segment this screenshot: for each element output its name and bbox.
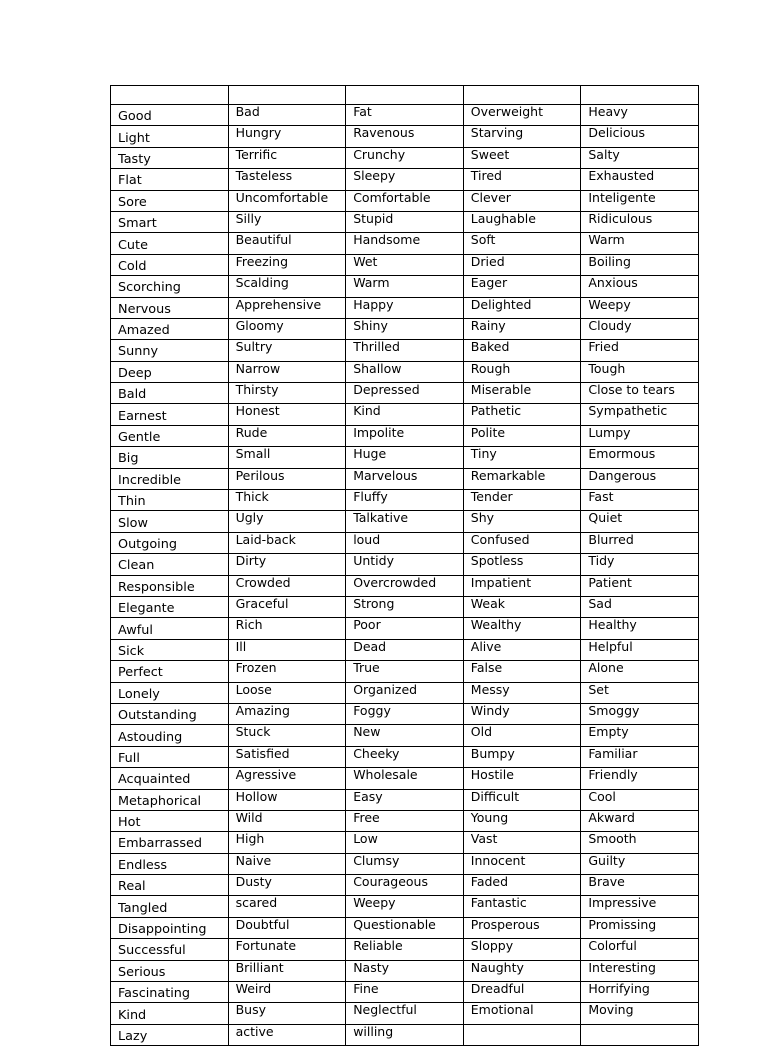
table-cell: Polite — [463, 425, 581, 446]
table-row — [111, 447, 699, 468]
table-cell: Loose — [228, 682, 346, 703]
table-cell: Fantastic — [463, 896, 581, 917]
table-cell: Guilty — [581, 853, 699, 874]
table-cell: Huge — [346, 447, 464, 468]
table-cell: Vast — [463, 832, 581, 853]
table-cell: Hot — [111, 810, 229, 831]
table-cell: Low — [346, 832, 464, 853]
table-cell: Clever — [463, 190, 581, 211]
table-cell: Responsible — [111, 575, 229, 596]
table-cell: Ravenous — [346, 126, 464, 147]
table-body — [111, 86, 699, 1046]
table-cell: Crowded — [228, 575, 346, 596]
table-row — [111, 939, 699, 960]
table-cell: Deep — [111, 361, 229, 382]
table-cell: Sore — [111, 190, 229, 211]
table-cell: Sympathetic — [581, 404, 699, 425]
table-cell: scared — [228, 896, 346, 917]
table-cell: Confused — [463, 532, 581, 553]
table-cell: Tired — [463, 169, 581, 190]
table-cell: Amazed — [111, 318, 229, 339]
table-cell: Rich — [228, 618, 346, 639]
table-cell: Bad — [228, 105, 346, 126]
table-row — [111, 105, 699, 126]
table-cell: Overcrowded — [346, 575, 464, 596]
table-row — [111, 575, 699, 596]
table-cell: Fried — [581, 340, 699, 361]
table-cell: Anxious — [581, 276, 699, 297]
table-cell: Fine — [346, 982, 464, 1003]
table-cell: Slow — [111, 511, 229, 532]
table-cell: Gentle — [111, 425, 229, 446]
table-cell: Satisfied — [228, 746, 346, 767]
table-cell: Thrilled — [346, 340, 464, 361]
table-cell: Bald — [111, 383, 229, 404]
table-cell: Agressive — [228, 768, 346, 789]
table-cell: Salty — [581, 147, 699, 168]
header-cell — [228, 86, 346, 105]
table-cell: Marvelous — [346, 468, 464, 489]
table-cell: Tough — [581, 361, 699, 382]
table-cell: Comfortable — [346, 190, 464, 211]
table-row — [111, 853, 699, 874]
header-cell — [581, 86, 699, 105]
table-cell: Lumpy — [581, 425, 699, 446]
table-row — [111, 768, 699, 789]
table-cell: Warm — [581, 233, 699, 254]
table-cell: Successful — [111, 939, 229, 960]
table-cell: Sloppy — [463, 939, 581, 960]
table-cell: Cold — [111, 254, 229, 275]
table-cell: Tender — [463, 490, 581, 511]
table-cell: Acquainted — [111, 768, 229, 789]
table-cell: Beautiful — [228, 233, 346, 254]
table-row — [111, 746, 699, 767]
table-row — [111, 211, 699, 232]
table-row — [111, 703, 699, 724]
table-row — [111, 404, 699, 425]
table-cell: Set — [581, 682, 699, 703]
table-cell: Scalding — [228, 276, 346, 297]
table-row — [111, 896, 699, 917]
table-cell: Fast — [581, 490, 699, 511]
table-cell: Emotional — [463, 1003, 581, 1024]
table-row — [111, 425, 699, 446]
table-cell: Pathetic — [463, 404, 581, 425]
table-cell: Silly — [228, 211, 346, 232]
table-row — [111, 554, 699, 575]
table-cell: Ill — [228, 639, 346, 660]
table-cell: Interesting — [581, 960, 699, 981]
table-cell: active — [228, 1024, 346, 1045]
table-cell: Stuck — [228, 725, 346, 746]
table-row — [111, 147, 699, 168]
table-row — [111, 169, 699, 190]
table-row — [111, 832, 699, 853]
table-cell: Foggy — [346, 703, 464, 724]
table-row — [111, 1003, 699, 1024]
table-cell: Laid-back — [228, 532, 346, 553]
table-cell: Alone — [581, 661, 699, 682]
table-cell: Easy — [346, 789, 464, 810]
table-cell: Eager — [463, 276, 581, 297]
table-cell: Healthy — [581, 618, 699, 639]
table-cell: Soft — [463, 233, 581, 254]
table-cell: Tangled — [111, 896, 229, 917]
table-cell: Reliable — [346, 939, 464, 960]
table-cell: Dreadful — [463, 982, 581, 1003]
table-cell: Tasteless — [228, 169, 346, 190]
table-cell: Dried — [463, 254, 581, 275]
table-cell: loud — [346, 532, 464, 553]
table-cell: Apprehensive — [228, 297, 346, 318]
table-cell: Metaphorical — [111, 789, 229, 810]
table-cell: Tasty — [111, 147, 229, 168]
table-cell: Thirsty — [228, 383, 346, 404]
table-row — [111, 511, 699, 532]
table-cell: New — [346, 725, 464, 746]
table-row — [111, 361, 699, 382]
table-cell: Naughty — [463, 960, 581, 981]
table-row — [111, 875, 699, 896]
table-cell: Narrow — [228, 361, 346, 382]
table-cell: Wealthy — [463, 618, 581, 639]
table-cell: Neglectful — [346, 1003, 464, 1024]
table-cell: Patient — [581, 575, 699, 596]
table-cell: Doubtful — [228, 917, 346, 938]
table-cell: Scorching — [111, 276, 229, 297]
table-cell: Baked — [463, 340, 581, 361]
table-cell: Earnest — [111, 404, 229, 425]
table-cell: Ridiculous — [581, 211, 699, 232]
table-row — [111, 682, 699, 703]
table-cell: Warm — [346, 276, 464, 297]
table-cell: Crunchy — [346, 147, 464, 168]
table-cell: Helpful — [581, 639, 699, 660]
table-cell: Naive — [228, 853, 346, 874]
table-cell: Smoggy — [581, 703, 699, 724]
table-cell: Sick — [111, 639, 229, 660]
table-row — [111, 340, 699, 361]
table-header-row — [111, 86, 699, 105]
table-cell: Frozen — [228, 661, 346, 682]
table-cell — [581, 1024, 699, 1045]
table-cell: Close to tears — [581, 383, 699, 404]
table-cell: Incredible — [111, 468, 229, 489]
table-cell: Colorful — [581, 939, 699, 960]
table-cell: Weepy — [346, 896, 464, 917]
table-cell: Wild — [228, 810, 346, 831]
table-cell: Old — [463, 725, 581, 746]
table-row — [111, 810, 699, 831]
table-row — [111, 1024, 699, 1045]
table-cell: Spotless — [463, 554, 581, 575]
table-cell: Hollow — [228, 789, 346, 810]
table-cell: Tidy — [581, 554, 699, 575]
table-cell: Amazing — [228, 703, 346, 724]
table-cell: Poor — [346, 618, 464, 639]
table-cell: Wet — [346, 254, 464, 275]
table-cell: Real — [111, 875, 229, 896]
table-cell: Sleepy — [346, 169, 464, 190]
table-cell: Promissing — [581, 917, 699, 938]
table-cell: Difficult — [463, 789, 581, 810]
table-cell: Exhausted — [581, 169, 699, 190]
table-cell: Small — [228, 447, 346, 468]
table-cell: Light — [111, 126, 229, 147]
table-cell: Shallow — [346, 361, 464, 382]
table-cell: Kind — [346, 404, 464, 425]
table-cell: Impatient — [463, 575, 581, 596]
table-cell: Clumsy — [346, 853, 464, 874]
table-cell: Untidy — [346, 554, 464, 575]
table-row — [111, 917, 699, 938]
header-cell — [463, 86, 581, 105]
table-cell: Fortunate — [228, 939, 346, 960]
table-cell: Embarrassed — [111, 832, 229, 853]
table-cell: Happy — [346, 297, 464, 318]
table-cell: Delighted — [463, 297, 581, 318]
table-cell: Wholesale — [346, 768, 464, 789]
table-cell: Depressed — [346, 383, 464, 404]
table-cell: Innocent — [463, 853, 581, 874]
table-cell: High — [228, 832, 346, 853]
table-cell: Busy — [228, 1003, 346, 1024]
table-cell: Overweight — [463, 105, 581, 126]
header-cell — [346, 86, 464, 105]
table-cell: Stupid — [346, 211, 464, 232]
table-cell: Perfect — [111, 661, 229, 682]
table-cell: Cute — [111, 233, 229, 254]
table-cell: Endless — [111, 853, 229, 874]
table-cell: Talkative — [346, 511, 464, 532]
table-row — [111, 490, 699, 511]
table-cell: Outstanding — [111, 703, 229, 724]
table-cell: Heavy — [581, 105, 699, 126]
table-cell: Uncomfortable — [228, 190, 346, 211]
table-cell: True — [346, 661, 464, 682]
table-cell: Tiny — [463, 447, 581, 468]
table-cell: Hungry — [228, 126, 346, 147]
table-row — [111, 276, 699, 297]
table-cell: Full — [111, 746, 229, 767]
table-row — [111, 190, 699, 211]
table-row — [111, 297, 699, 318]
table-cell: Friendly — [581, 768, 699, 789]
table-cell: Starving — [463, 126, 581, 147]
table-row — [111, 383, 699, 404]
table-cell: Dangerous — [581, 468, 699, 489]
table-cell: Honest — [228, 404, 346, 425]
table-row — [111, 468, 699, 489]
table-cell: Graceful — [228, 596, 346, 617]
table-row — [111, 254, 699, 275]
table-cell: Alive — [463, 639, 581, 660]
table-cell: Impressive — [581, 896, 699, 917]
table-row — [111, 126, 699, 147]
table-cell: Dead — [346, 639, 464, 660]
table-cell: Perilous — [228, 468, 346, 489]
table-cell: Fat — [346, 105, 464, 126]
table-cell: Outgoing — [111, 532, 229, 553]
table-cell: Empty — [581, 725, 699, 746]
table-cell: Familiar — [581, 746, 699, 767]
table-cell: Dirty — [228, 554, 346, 575]
table-cell: Boiling — [581, 254, 699, 275]
table-row — [111, 532, 699, 553]
table-cell: Young — [463, 810, 581, 831]
table-cell: Hostile — [463, 768, 581, 789]
table-cell: Rough — [463, 361, 581, 382]
table-cell: Shiny — [346, 318, 464, 339]
table-cell: Sultry — [228, 340, 346, 361]
table-cell: False — [463, 661, 581, 682]
adjectives-table — [110, 85, 699, 1046]
table-cell: Sunny — [111, 340, 229, 361]
table-cell: Cheeky — [346, 746, 464, 767]
table-cell: Astouding — [111, 725, 229, 746]
table-cell: Blurred — [581, 532, 699, 553]
table-cell: Prosperous — [463, 917, 581, 938]
table-row — [111, 639, 699, 660]
table-cell: Flat — [111, 169, 229, 190]
table-cell: Ugly — [228, 511, 346, 532]
table-cell: Nervous — [111, 297, 229, 318]
table-row — [111, 318, 699, 339]
table-cell: Weird — [228, 982, 346, 1003]
table-cell: Free — [346, 810, 464, 831]
table-cell: Lazy — [111, 1024, 229, 1045]
table-cell: Kind — [111, 1003, 229, 1024]
table-cell: Strong — [346, 596, 464, 617]
table-cell: Thick — [228, 490, 346, 511]
table-cell: Awful — [111, 618, 229, 639]
table-cell: Handsome — [346, 233, 464, 254]
table-cell: Serious — [111, 960, 229, 981]
table-row — [111, 960, 699, 981]
table-row — [111, 982, 699, 1003]
table-cell: Terrific — [228, 147, 346, 168]
header-cell — [111, 86, 229, 105]
table-cell: Bumpy — [463, 746, 581, 767]
table-cell: Big — [111, 447, 229, 468]
table-cell — [463, 1024, 581, 1045]
table-cell: Sad — [581, 596, 699, 617]
table-cell: Delicious — [581, 126, 699, 147]
table-cell: Lonely — [111, 682, 229, 703]
table-cell: Organized — [346, 682, 464, 703]
table-cell: Akward — [581, 810, 699, 831]
table-row — [111, 725, 699, 746]
table-row — [111, 618, 699, 639]
table-cell: Disappointing — [111, 917, 229, 938]
table-cell: Smart — [111, 211, 229, 232]
table-cell: Emormous — [581, 447, 699, 468]
table-cell: Weepy — [581, 297, 699, 318]
table-cell: Shy — [463, 511, 581, 532]
table-row — [111, 661, 699, 682]
table-cell: Clean — [111, 554, 229, 575]
table-cell: Gloomy — [228, 318, 346, 339]
table-cell: Courageous — [346, 875, 464, 896]
table-cell: Remarkable — [463, 468, 581, 489]
table-cell: Messy — [463, 682, 581, 703]
table-cell: Fascinating — [111, 982, 229, 1003]
table-cell: Sweet — [463, 147, 581, 168]
table-cell: Faded — [463, 875, 581, 896]
table-cell: Elegante — [111, 596, 229, 617]
table-cell: Freezing — [228, 254, 346, 275]
table-row — [111, 789, 699, 810]
table-cell: Laughable — [463, 211, 581, 232]
table-cell: Horrifying — [581, 982, 699, 1003]
table-cell: Moving — [581, 1003, 699, 1024]
table-cell: Impolite — [346, 425, 464, 446]
table-cell: Inteligente — [581, 190, 699, 211]
table-cell: Questionable — [346, 917, 464, 938]
table-cell: Fluffy — [346, 490, 464, 511]
table-cell: Rainy — [463, 318, 581, 339]
table-cell: Cool — [581, 789, 699, 810]
table-cell: Brave — [581, 875, 699, 896]
table-cell: Nasty — [346, 960, 464, 981]
table-cell: Quiet — [581, 511, 699, 532]
table-cell: Good — [111, 105, 229, 126]
table-cell: Miserable — [463, 383, 581, 404]
table-row — [111, 233, 699, 254]
table-cell: Cloudy — [581, 318, 699, 339]
table-cell: Smooth — [581, 832, 699, 853]
table-row — [111, 596, 699, 617]
table-cell: Weak — [463, 596, 581, 617]
table-cell: Rude — [228, 425, 346, 446]
table-cell: willing — [346, 1024, 464, 1045]
table-cell: Brilliant — [228, 960, 346, 981]
table-cell: Thin — [111, 490, 229, 511]
table-cell: Dusty — [228, 875, 346, 896]
table-cell: Windy — [463, 703, 581, 724]
